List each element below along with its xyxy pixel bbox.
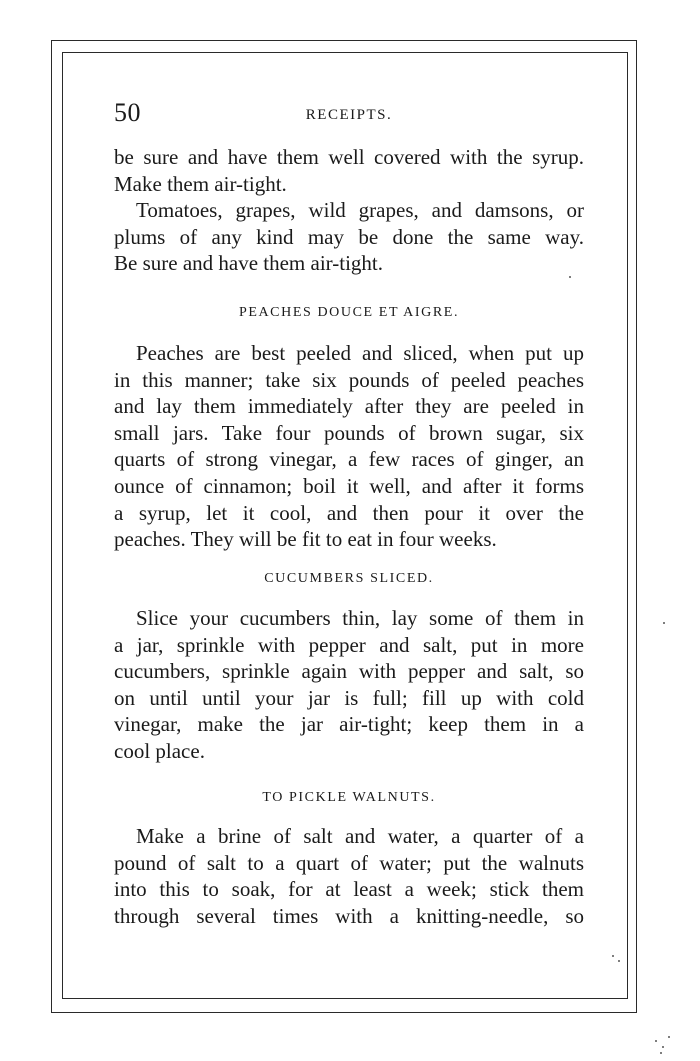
text-line: Tomatoes, grapes, wild grapes, and damsons, or [136,198,584,222]
text-line: in this manner; take six pounds of peeled peaches [114,367,584,392]
paragraph-cucumbers [114,605,584,765]
running-head: RECEIPTS. [305,107,393,123]
text-line: Make them air-tight. [114,171,287,196]
scan-speck [612,955,614,957]
text-line: through several times with a knitting-needle, so [114,903,584,928]
scan-speck [663,622,665,624]
page-number: 50 [114,98,141,127]
section-heading-cucumbers: CUCUMBERS SLICED. [264,571,434,586]
text-line: on until until your jar is full; fill up with cold [114,685,584,710]
section-heading-walnuts: TO PICKLE WALNUTS. [262,790,436,805]
text-line: Make a brine of salt and water, a quarter of a [136,824,584,848]
scan-speck [662,1046,664,1048]
scan-speck [655,1040,657,1042]
text-line: vinegar, make the jar air-tight; keep them in a [114,712,584,737]
text-line: Be sure and have them air-tight. [114,251,383,276]
paragraph-tomatoes [114,197,584,277]
scan-speck [660,1052,662,1054]
text-line: plums of any kind may be done the same way. [114,224,584,249]
text-line: pound of salt to a quart of water; put the walnuts [114,850,584,875]
text-line: Peaches are best peeled and sliced, when put up [136,341,584,365]
text-line: small jars. Take four pounds of brown sugar, six [114,420,584,445]
section-heading-peaches: PEACHES DOUCE ET AIGRE. [238,305,460,320]
scan-speck [668,1036,670,1038]
text-line: and lay them immediately after they are peeled in [114,394,584,419]
text-line: cool place. [114,738,205,763]
text-line: be sure and have them well covered with the syrup. [114,145,584,169]
paragraph-walnuts [114,823,584,929]
page-header [114,98,584,132]
text-line: a jar, sprinkle with pepper and salt, put in more [114,632,584,657]
text-line: peaches. They will be fit to eat in four weeks. [114,527,497,552]
text-line: quarts of strong vinegar, a few races of ginger, an [114,447,584,472]
text-line: ounce of cinnamon; boil it well, and after it forms [114,473,584,498]
paragraph-continuation [114,144,584,197]
text-line: cucumbers, sprinkle again with pepper and salt, so [114,659,584,684]
text-line: Slice your cucumbers thin, lay some of them in [136,606,584,630]
paragraph-peaches [114,340,584,553]
text-line: into this to soak, for at least a week; stick them [114,877,584,902]
text-line: a syrup, let it cool, and then pour it over the [114,500,584,525]
scan-speck [618,960,620,962]
scan-speck [569,276,571,278]
